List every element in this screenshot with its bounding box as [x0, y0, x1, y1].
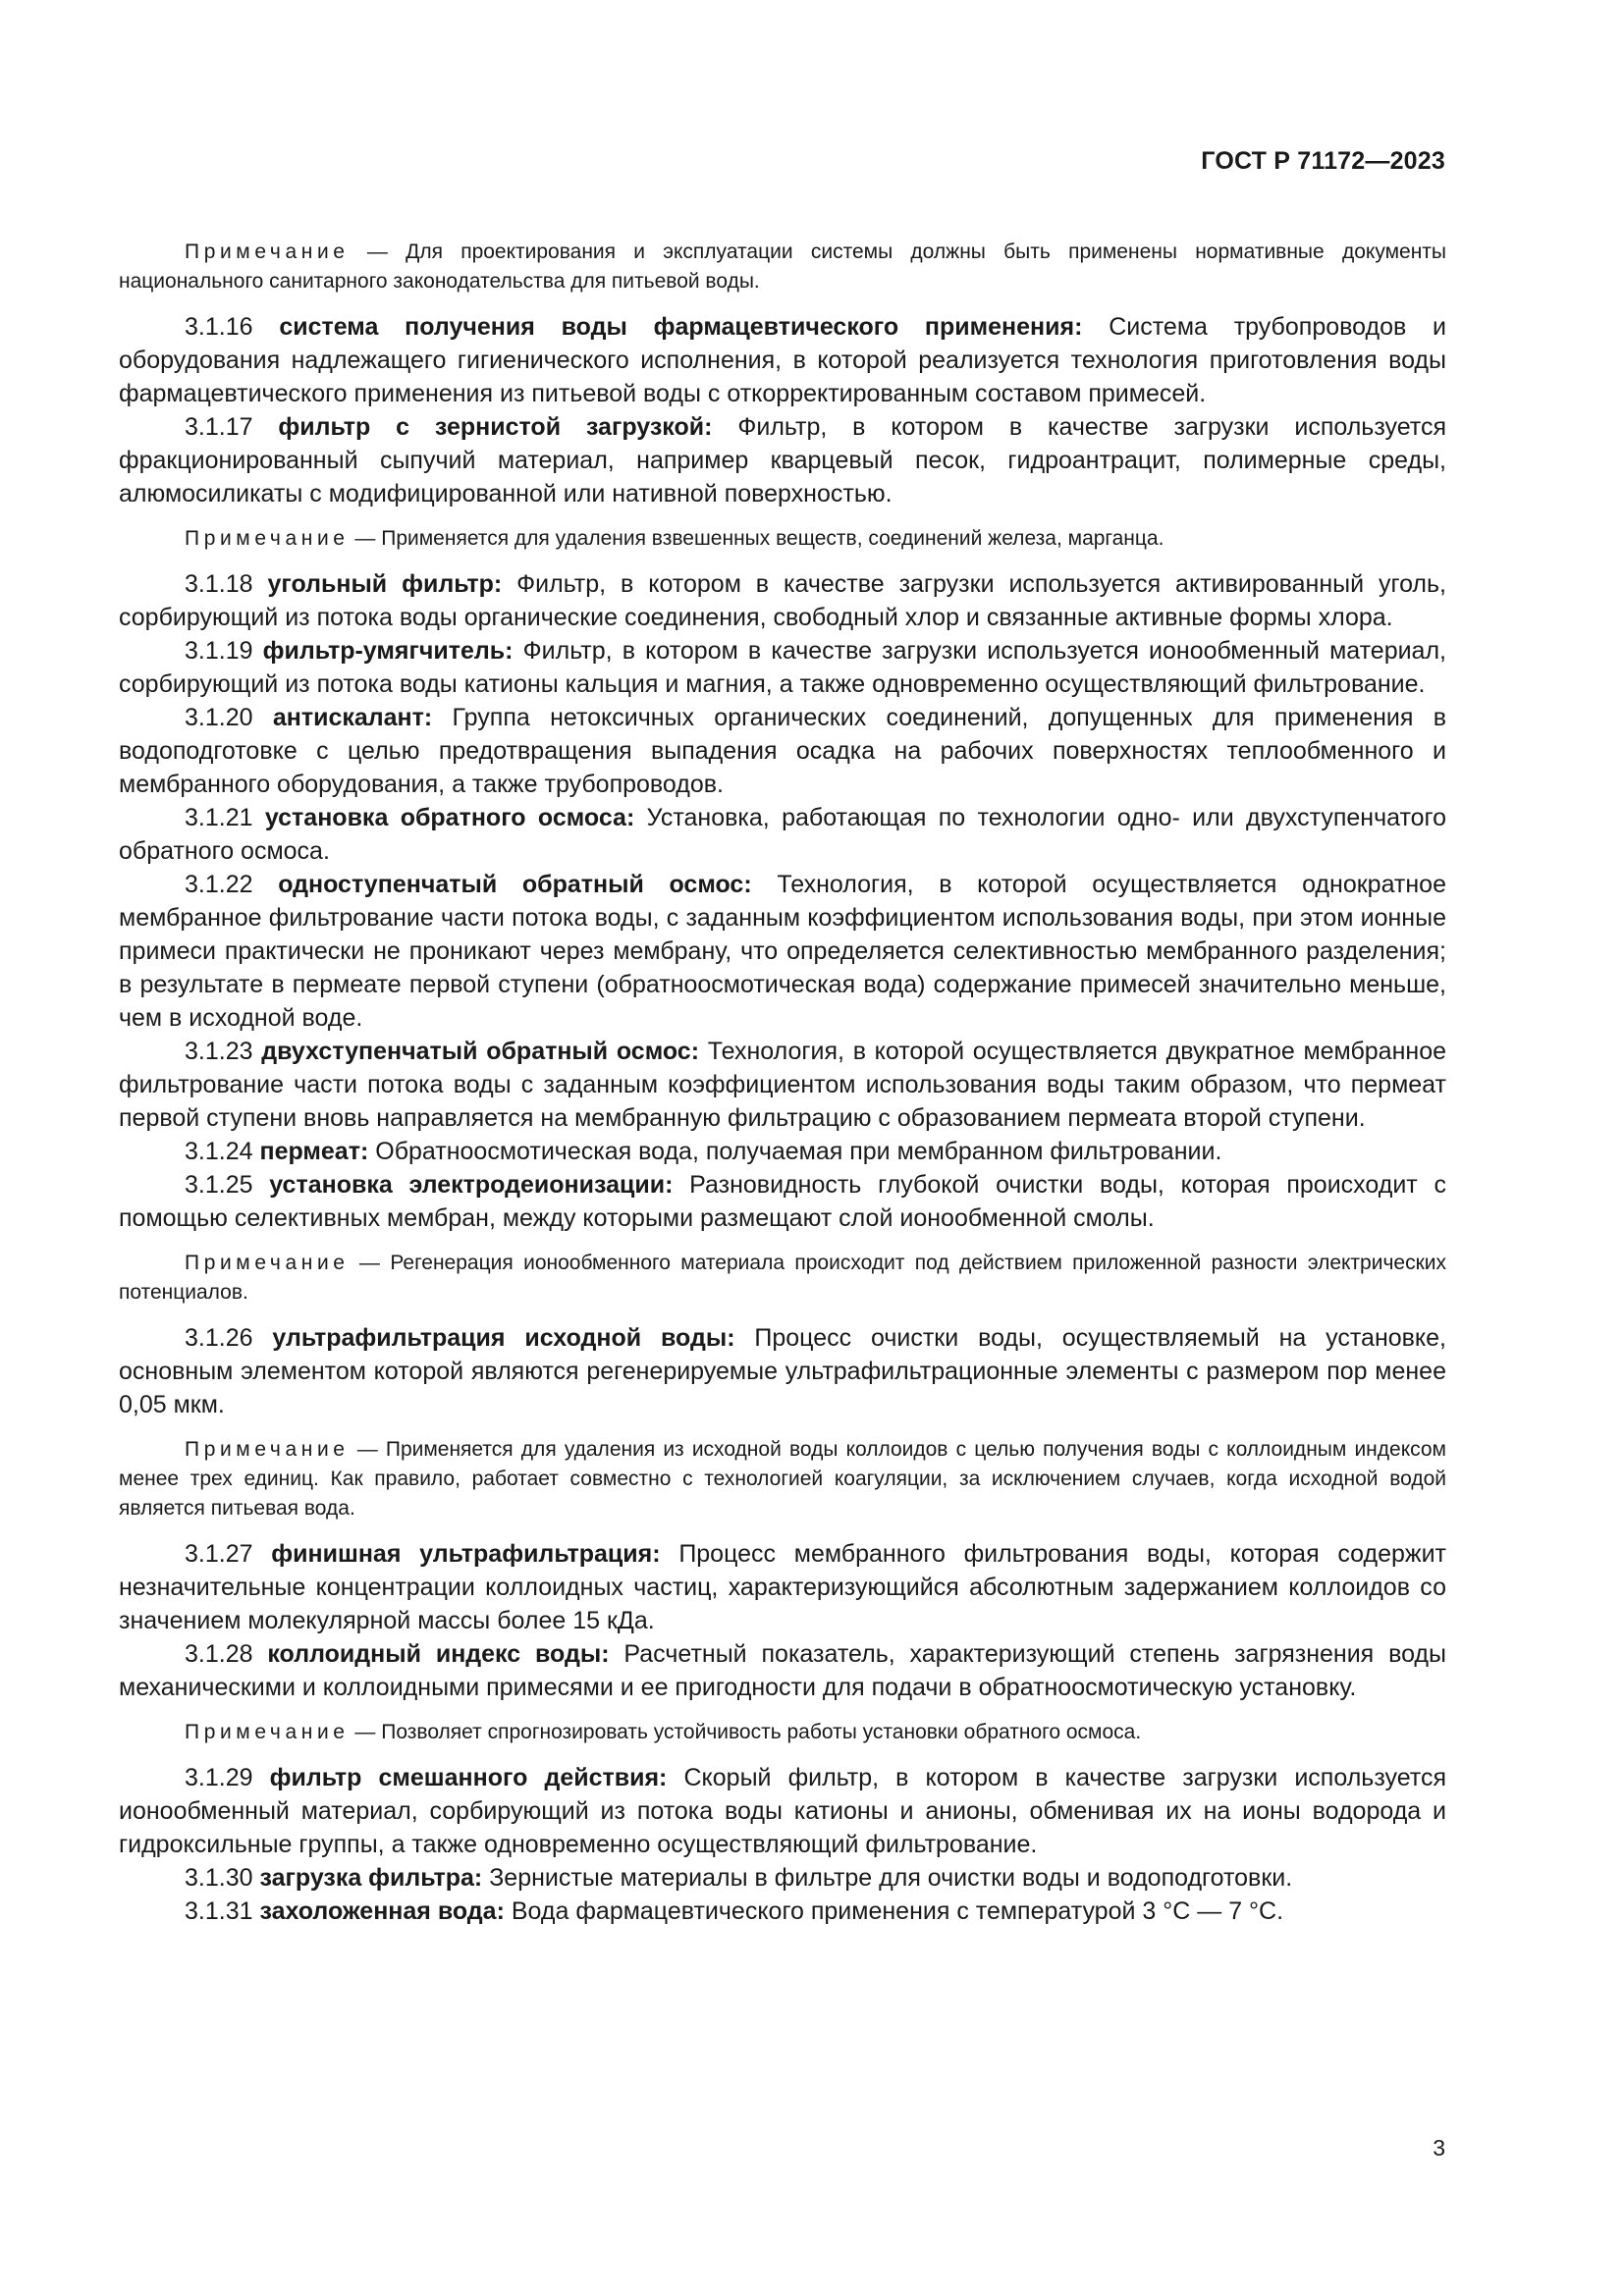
note-text: Для проектирования и эксплуатации системы должны быть применены нормативные документы национального санитарного законодательства для питьевой воды.: [119, 240, 1447, 293]
note-dash: —: [349, 527, 382, 550]
term-definition: [119, 310, 1446, 410]
term-definition-text: Фильтр, в котором в качестве загрузки используется активированный уголь, сорбирующий из потока воды органические соединения, свободный хлор и связанные активные формы хлора.: [119, 570, 1446, 631]
term-name: захоложенная вода:: [259, 1897, 505, 1925]
term-name: одноступенчатый обратный осмос:: [278, 871, 752, 898]
term-name: коллоидный индекс воды:: [267, 1640, 610, 1668]
note-text: Применяется для удаления из исходной воды коллоидов с целью получения воды с коллоидным индексом менее трех единиц. Как правило, работает совместно с технологией коагуляции, за исключением случаев, когда исходной водой является питьевая вода.: [119, 1438, 1446, 1520]
term-definition-text: Технология, в которой осуществляется двукратное мембранное фильтрование части потока воды с заданным коэффициентом использования воды таким образом, что пермеат первой ступени вновь направляется на мембранную фильтрацию с образованием пермеата второй ступени.: [119, 1038, 1447, 1132]
term-name: фильтр смешанного действия:: [269, 1764, 668, 1791]
term-definition-text: Расчетный показатель, характеризующий степень загрязнения воды механическими и коллоидными примесями и ее пригодности для подачи в обратноосмотическую установку.: [119, 1640, 1446, 1701]
term-definition: [119, 1168, 1446, 1235]
term-number: 3.1.19: [185, 637, 253, 665]
term-name: установка обратного осмоса:: [264, 804, 635, 831]
document-code: ГОСТ Р 71172—2023: [1201, 147, 1445, 175]
term-number: 3.1.17: [185, 413, 253, 441]
term-definition-text: Процесс мембранного фильтрования воды, которая содержит незначительные концентрации коллоидных частиц, характеризующийся абсолютным задержанием коллоидов со значением молекулярной массы более 15 кДа.: [119, 1540, 1447, 1634]
term-definition: [119, 634, 1446, 701]
term-number: 3.1.20: [185, 704, 253, 731]
term-number: 3.1.24: [185, 1138, 253, 1165]
term-definition-text: Технология, в которой осуществляется однократное мембранное фильтрование части потока воды, с заданным коэффициентом использования воды, при этом ионные примеси практически не проникают через мембрану, что определяется селективностью мембранного разделения; в результате в пермеате первой ступени (обратноосмотическая вода) содержание примесей значительно меньше, чем в исходной воде.: [119, 871, 1446, 1032]
term-name: установка электродеионизации:: [269, 1171, 674, 1199]
term-number: 3.1.29: [185, 1764, 253, 1791]
term-definition: [119, 1035, 1446, 1135]
term-definition: [119, 1321, 1446, 1421]
note-paragraph: [119, 1435, 1446, 1523]
note-label: Примечание: [185, 1721, 350, 1743]
note-paragraph: [119, 1718, 1446, 1747]
note-label: Примечание: [185, 1252, 350, 1274]
term-definition-text: Система трубопроводов и оборудования надлежащего гигиенического исполнения, в которой реализуется технология приготовления воды фармацевтического применения из питьевой воды с откорректированным составом примесей.: [119, 313, 1447, 407]
term-definition: [119, 1895, 1446, 1928]
term-definition: [119, 1537, 1446, 1637]
note-dash: —: [349, 240, 406, 263]
note-dash: —: [349, 1721, 382, 1743]
term-definition: [119, 1761, 1446, 1861]
term-definition-text: Группа нетоксичных органических соединений, допущенных для применения в водоподготовке с целью предотвращения выпадения осадка на рабочих поверхностях теплообменного и мембранного оборудования, а также трубопроводов.: [119, 704, 1446, 798]
term-definition: [119, 1861, 1446, 1895]
note-text: Применяется для удаления взвешенных веществ, соединений железа, марганца.: [381, 527, 1164, 550]
term-definition: [119, 868, 1446, 1035]
term-definition-text: Фильтр, в котором в качестве загрузки используется фракционированный сыпучий материал, например кварцевый песок, гидроантрацит, полимерные среды, алюмосиликаты с модифицированной или нативной поверхностью.: [119, 413, 1447, 507]
term-definition-text: Фильтр, в котором в качестве загрузки используется ионообменный материал, сорбирующий из потока воды катионы кальция и магния, а также одновременно осуществляющий фильтрование.: [119, 637, 1446, 698]
note-dash: —: [349, 1438, 386, 1461]
term-number: 3.1.18: [185, 570, 253, 598]
term-definition-text: Вода фармацевтического применения с температурой 3 °С — 7 °С.: [511, 1897, 1284, 1925]
term-name: загрузка фильтра:: [259, 1864, 483, 1892]
term-definition-text: Установка, работающая по технологии одно- или двухступенчатого обратного осмоса.: [119, 804, 1446, 865]
term-number: 3.1.25: [185, 1171, 253, 1199]
page-number: 3: [1433, 2135, 1445, 2161]
term-name: фильтр-умягчитель:: [262, 637, 514, 665]
term-name: финишная ультрафильтрация:: [271, 1540, 661, 1568]
term-definition: [119, 1637, 1446, 1704]
term-name: система получения воды фармацевтического применения:: [279, 313, 1083, 341]
term-number: 3.1.21: [185, 804, 253, 831]
term-number: 3.1.26: [185, 1324, 253, 1352]
term-definition: [119, 1135, 1446, 1168]
term-number: 3.1.31: [185, 1897, 253, 1925]
term-number: 3.1.16: [185, 313, 253, 341]
term-definition: [119, 801, 1446, 868]
note-paragraph: [119, 524, 1446, 554]
term-definition: [119, 701, 1446, 801]
note-text: Позволяет спрогнозировать устойчивость работы установки обратного осмоса.: [381, 1721, 1142, 1743]
note-label: Примечание: [185, 527, 350, 550]
term-number: 3.1.27: [185, 1540, 253, 1568]
document-body: [119, 224, 1446, 1928]
term-definition: [119, 410, 1446, 510]
term-name: двухступенчатый обратный осмос:: [261, 1038, 700, 1065]
term-definition-text: Скорый фильтр, в котором в качестве загрузки используется ионообменный материал, сорбирующий из потока воды катионы и анионы, обменивая их на ионы водорода и гидроксильные группы, а также одновременно осуществляющий фильтрование.: [119, 1764, 1446, 1858]
term-definition: [119, 567, 1446, 634]
note-label: Примечание: [185, 240, 350, 263]
note-paragraph: [119, 238, 1446, 296]
term-name: пермеат:: [259, 1138, 369, 1165]
note-text: Регенерация ионообменного материала происходит под действием приложенной разности электрических потенциалов.: [119, 1252, 1446, 1304]
term-name: угольный фильтр:: [267, 570, 503, 598]
term-number: 3.1.22: [185, 871, 253, 898]
term-definition-text: Зернистые материалы в фильтре для очистки воды и водоподготовки.: [489, 1864, 1293, 1892]
note-label: Примечание: [185, 1438, 350, 1461]
term-definition-text: Обратноосмотическая вода, получаемая при мембранном фильтровании.: [375, 1138, 1222, 1165]
term-name: фильтр с зернистой загрузкой:: [278, 413, 713, 441]
term-definition-text: Разновидность глубокой очистки воды, которая происходит с помощью селективных мембран, между которыми размещают слой ионообменной смолы.: [119, 1171, 1446, 1232]
note-dash: —: [349, 1252, 391, 1274]
note-paragraph: [119, 1249, 1446, 1308]
term-name: ультрафильтрация исходной воды:: [272, 1324, 735, 1352]
term-name: антискалант:: [272, 704, 433, 731]
term-number: 3.1.23: [185, 1038, 253, 1065]
term-number: 3.1.28: [185, 1640, 253, 1668]
term-definition-text: Процесс очистки воды, осуществляемый на установке, основным элементом которой являются регенерируемые ультрафильтрационные элементы с размером пор менее 0,05 мкм.: [119, 1324, 1446, 1418]
term-number: 3.1.30: [185, 1864, 253, 1892]
